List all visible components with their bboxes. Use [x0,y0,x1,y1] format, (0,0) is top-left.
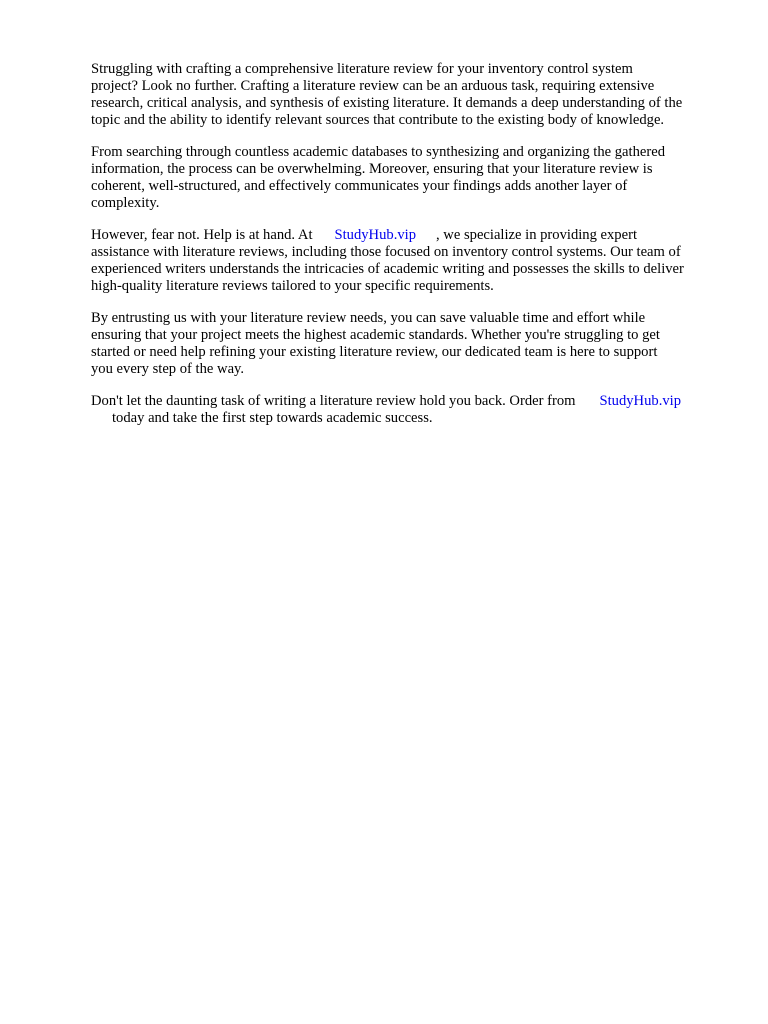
text-line [91,410,727,427]
text-line: From searching through countless academic databases to synthesizing and organizing the gathered [91,144,665,160]
paragraph-process [91,144,727,212]
text-line [91,227,727,244]
text-line: information, the process can be overwhelming. Moreover, ensuring that your literature review is [91,161,653,177]
text-segment: However, fear not. Help is at hand. At [91,227,313,243]
paragraph-help [91,227,727,295]
text-line: experienced writers understands the intricacies of academic writing and possesses the skills to deliver [91,261,684,277]
text-line: coherent, well-structured, and effectively communicates your findings adds another layer of [91,178,628,194]
document-body [91,61,727,442]
paragraph-entrusting [91,310,727,378]
paragraph-cta [91,393,727,427]
text-line [91,393,727,410]
text-line: complexity. [91,195,160,211]
text-segment: today and take the first step towards academic success. [112,410,433,426]
text-line: topic and the ability to identify relevant sources that contribute to the existing body of knowledge. [91,112,665,128]
text-line: high-quality literature reviews tailored to your specific requirements. [91,278,494,294]
text-line: research, critical analysis, and synthesis of existing literature. It demands a deep understanding of the [91,95,683,111]
text-line: ensuring that your project meets the highest academic standards. Whether you're struggling to get [91,327,660,343]
text-segment: Don't let the daunting task of writing a literature review hold you back. Order from [91,393,576,409]
text-line: assistance with literature reviews, including those focused on inventory control systems. Our team of [91,244,681,260]
text-line: started or need help refining your existing literature review, our dedicated team is here to support [91,344,658,360]
paragraph-intro [91,61,727,129]
text-line: you every step of the way. [91,361,245,377]
studyhub-link[interactable]: StudyHub.vip [599,393,681,409]
text-line: By entrusting us with your literature review needs, you can save valuable time and effort while [91,310,646,326]
text-line: Struggling with crafting a comprehensive literature review for your inventory control system [91,61,633,77]
text-line: project? Look no further. Crafting a literature review can be an arduous task, requiring extensive [91,78,655,94]
text-segment: , we specialize in providing expert [436,227,637,243]
studyhub-link[interactable]: StudyHub.vip [334,227,416,243]
